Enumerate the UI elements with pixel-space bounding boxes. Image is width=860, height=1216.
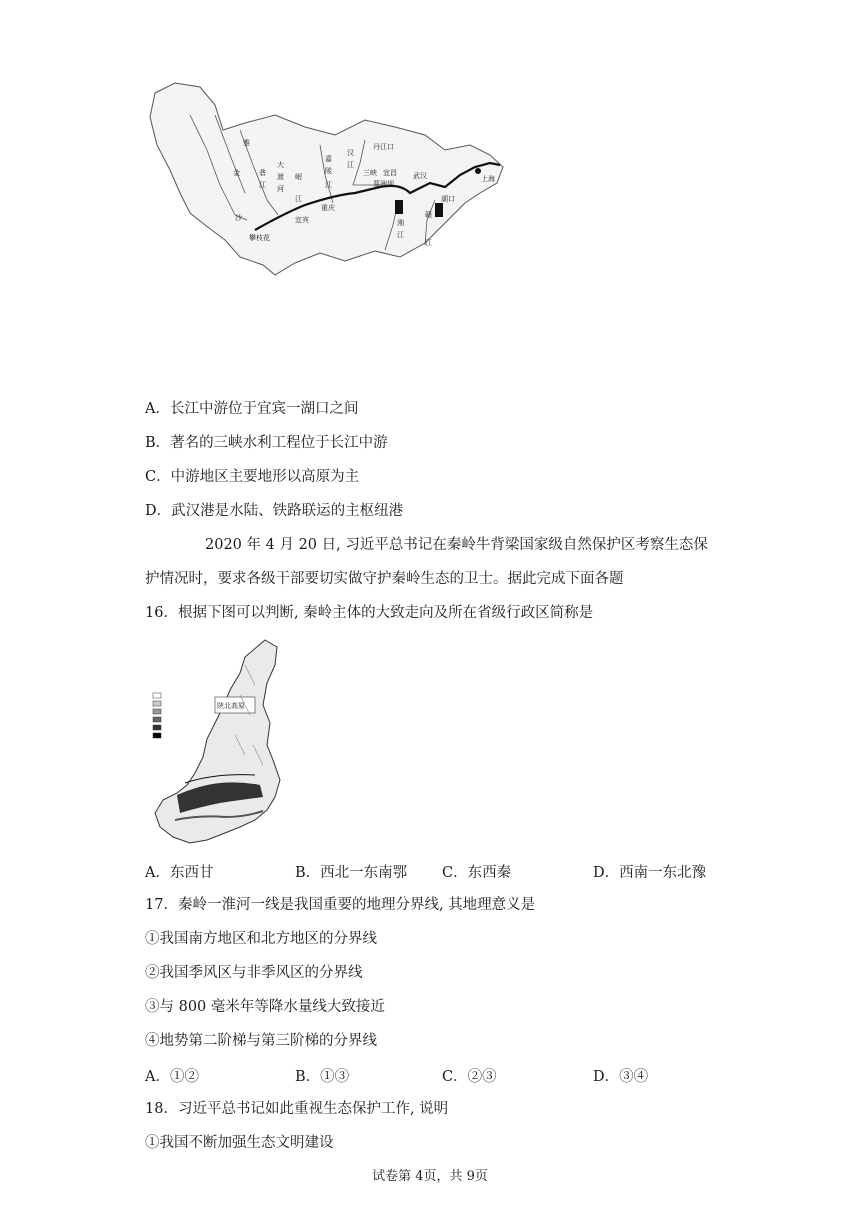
q17-item-4: ④地势第二阶梯与第三阶梯的分界线	[145, 1033, 377, 1049]
passage-line-2: 护情况时，要求各级干部要切实做守护秦岭生态的卫士。据此完成下面各题	[145, 571, 624, 587]
svg-text:渡: 渡	[277, 173, 284, 181]
q17-option-c: C．②③	[442, 1069, 497, 1085]
svg-text:重庆: 重庆	[321, 204, 335, 212]
yangtze-basin-map	[145, 75, 510, 287]
q17-option-d: D．③④	[593, 1069, 649, 1085]
svg-text:宜昌: 宜昌	[383, 169, 397, 177]
svg-text:江: 江	[295, 195, 302, 203]
svg-text:江: 江	[347, 161, 354, 169]
q17-option-a: A．①②	[145, 1069, 199, 1085]
q18-item-1: ①我国不断加强生态文明建设	[145, 1135, 334, 1151]
svg-text:江: 江	[397, 231, 404, 239]
svg-text:河: 河	[277, 185, 284, 193]
svg-text:金: 金	[233, 169, 240, 177]
q15-option-c: C．中游地区主要地形以高原为主	[145, 469, 360, 485]
q17-item-3: ③与 800 毫米年等降水量线大致接近	[145, 999, 385, 1015]
svg-text:宜宾: 宜宾	[295, 216, 309, 224]
q16-option-a: A．东西甘	[145, 865, 214, 881]
svg-text:武汉: 武汉	[413, 172, 427, 180]
page-footer: 试卷第 4页，共 9页	[372, 1169, 488, 1184]
svg-text:汉: 汉	[347, 149, 354, 157]
q15-option-a: A．长江中游位于宜宾一湖口之间	[145, 401, 359, 417]
q15-option-b: B．著名的三峡水利工程位于长江中游	[145, 435, 388, 451]
svg-text:嘉: 嘉	[325, 155, 332, 163]
svg-text:岷: 岷	[295, 173, 302, 181]
q17-item-1: ①我国南方地区和北方地区的分界线	[145, 931, 377, 947]
svg-text:陵: 陵	[325, 167, 332, 175]
q16-option-c: C．东西秦	[442, 865, 512, 881]
q16-options	[145, 861, 745, 881]
q15-option-d: D．武汉港是水陆、铁路联运的主枢纽港	[145, 503, 404, 519]
shaanxi-map	[145, 635, 290, 850]
svg-text:砻: 砻	[259, 169, 266, 177]
svg-text:雅: 雅	[243, 139, 250, 147]
svg-text:大: 大	[277, 161, 284, 169]
svg-text:攀枝花: 攀枝花	[249, 234, 270, 242]
svg-text:赣: 赣	[425, 211, 432, 219]
svg-text:江: 江	[259, 181, 266, 189]
svg-text:湖口: 湖口	[441, 195, 455, 203]
svg-text:上海: 上海	[481, 175, 495, 183]
svg-text:三峡: 三峡	[363, 169, 377, 177]
q17-stem: 17．秦岭一淮河一线是我国重要的地理分界线, 其地理意义是	[145, 897, 536, 913]
q18-stem: 18．习近平总书记如此重视生态保护工作, 说明	[145, 1101, 449, 1117]
passage-line-1: 2020 年 4 月 20 日, 习近平总书记在秦岭牛背梁国家级自然保护区考察生态保	[205, 537, 708, 553]
svg-text:湘: 湘	[397, 219, 404, 227]
svg-text:葛洲坝: 葛洲坝	[373, 180, 394, 188]
q16-option-b: B．西北一东南鄂	[295, 865, 408, 881]
svg-text:丹江口: 丹江口	[373, 143, 394, 151]
svg-text:沙: 沙	[235, 214, 242, 222]
q16-option-d: D．西南一东北豫	[593, 865, 707, 881]
q17-options	[145, 1065, 745, 1085]
q17-item-2: ②我国季风区与非季风区的分界线	[145, 965, 363, 981]
svg-text:江: 江	[425, 239, 432, 247]
svg-text:江: 江	[325, 181, 332, 189]
q16-stem: 16．根据下图可以判断, 秦岭主体的大致走向及所在省级行政区简称是	[145, 605, 594, 621]
map-legend	[153, 693, 161, 738]
svg-text:陕北高原: 陕北高原	[217, 702, 245, 710]
q17-option-b: B．①③	[295, 1069, 350, 1085]
